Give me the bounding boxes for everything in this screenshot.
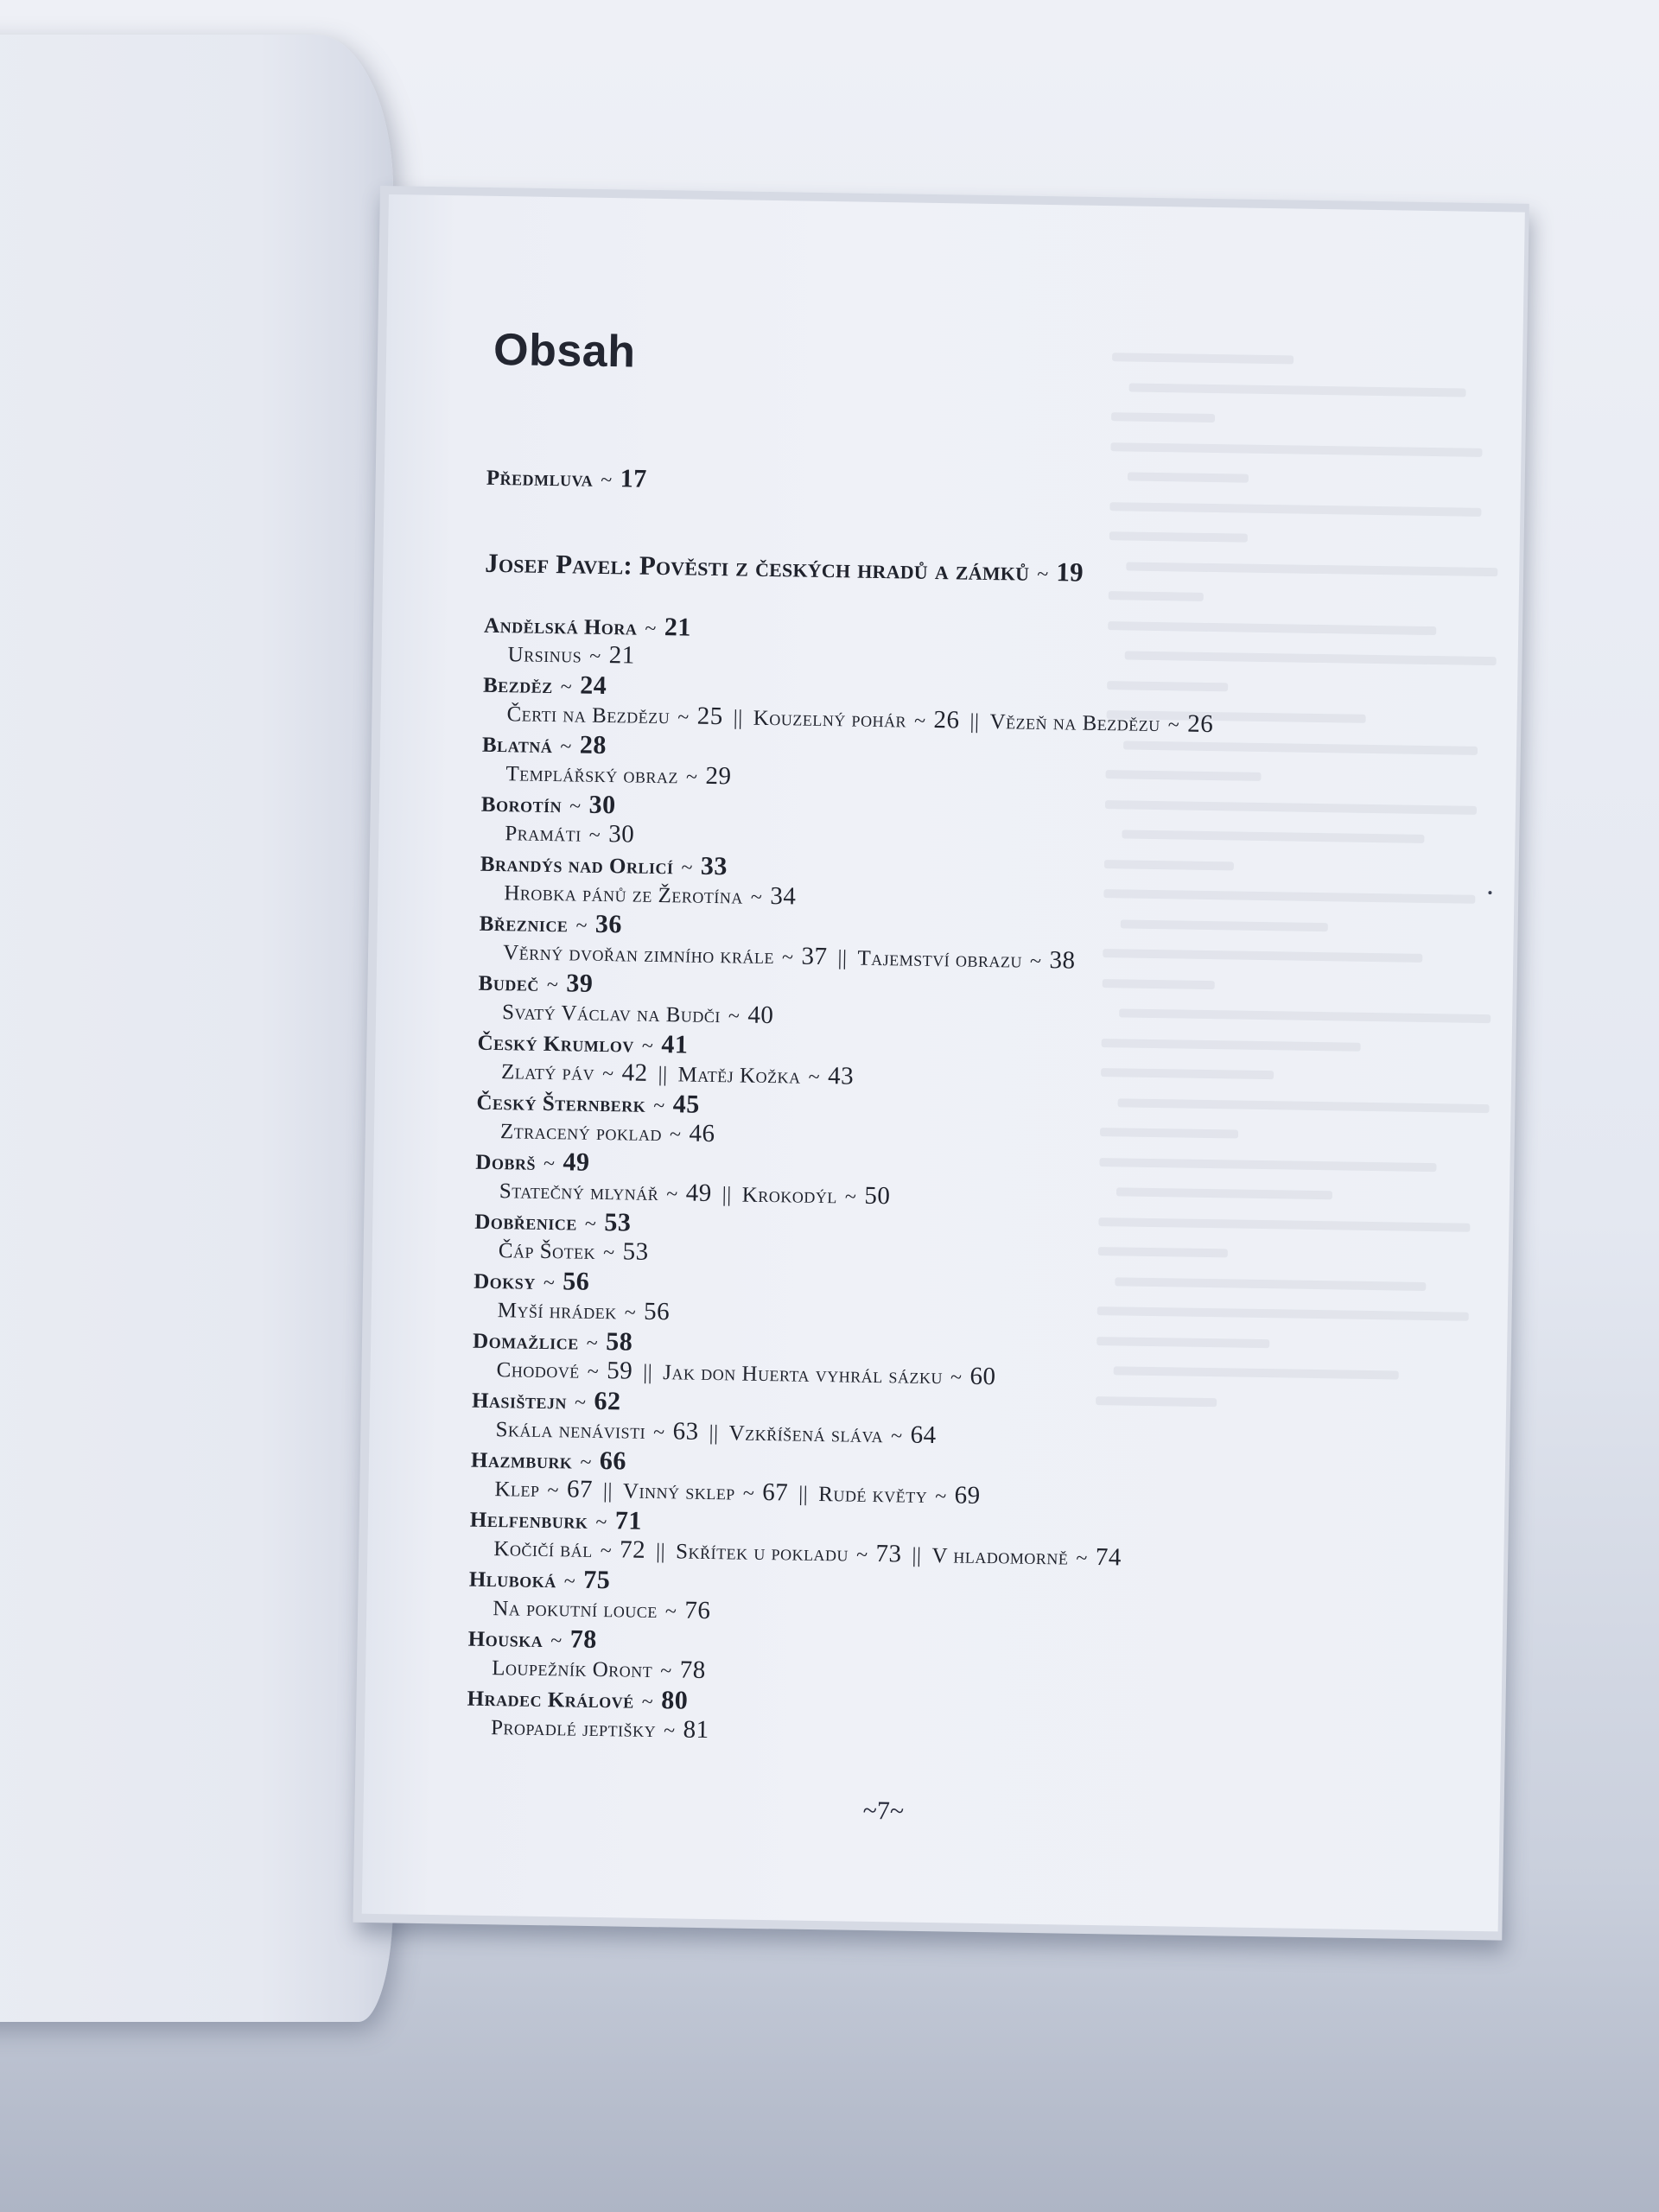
toc-legend-line xyxy=(502,999,774,1028)
tilde-separator: ~ xyxy=(844,1185,857,1209)
legend-title: Propadlé jeptišky xyxy=(490,1716,657,1743)
toc-section-heading xyxy=(481,791,616,818)
tilde-separator: ~ xyxy=(550,1630,563,1653)
toc-section-heading xyxy=(486,464,647,493)
section-page-number: 66 xyxy=(599,1446,627,1476)
legend-title: Ztracený poklad xyxy=(499,1120,663,1147)
legend-page-number: 34 xyxy=(770,882,797,911)
legend-page-number: 72 xyxy=(619,1535,646,1564)
tilde-separator: ~ xyxy=(600,1540,613,1563)
show-through-line xyxy=(1128,472,1249,482)
section-title: Brandýs nad Orlicí xyxy=(480,852,674,880)
tilde-separator: ~ xyxy=(677,706,690,729)
legend-page-number: 40 xyxy=(747,1001,774,1030)
toc-legend-line xyxy=(507,641,634,668)
toc-legend-line xyxy=(505,820,634,847)
tilde-separator: ~ xyxy=(602,1242,615,1265)
show-through-line xyxy=(1105,770,1261,781)
separator: || xyxy=(912,1543,922,1567)
show-through-line xyxy=(1098,1217,1470,1232)
legend-title: Myší hrádek xyxy=(497,1299,617,1325)
tilde-separator: ~ xyxy=(1029,950,1042,973)
show-through-line xyxy=(1116,1187,1332,1199)
show-through-line xyxy=(1103,889,1475,904)
section-page-number: 30 xyxy=(588,790,616,820)
tilde-separator: ~ xyxy=(560,735,573,759)
toc-section-heading xyxy=(472,1387,621,1415)
legend-page-number: 38 xyxy=(1049,946,1076,975)
show-through-line xyxy=(1125,651,1497,665)
legend-page-number: 26 xyxy=(1186,709,1214,739)
legend-title: Kočičí bál xyxy=(493,1537,593,1562)
tilde-separator: ~ xyxy=(681,856,694,880)
section-title: Český Krumlov xyxy=(477,1031,635,1058)
section-page-number: 28 xyxy=(579,730,607,760)
tilde-separator: ~ xyxy=(1036,563,1049,587)
legend-page-number: 76 xyxy=(684,1596,711,1625)
section-title: Dobřenice xyxy=(474,1210,578,1236)
section-page-number: 75 xyxy=(583,1565,611,1595)
tilde-separator: ~ xyxy=(1167,714,1180,737)
tilde-separator: ~ xyxy=(641,1690,654,1714)
legend-title: Čáp Šotek xyxy=(498,1239,596,1264)
tilde-separator: ~ xyxy=(543,1152,556,1176)
tilde-separator: ~ xyxy=(560,676,573,699)
right-page xyxy=(362,194,1525,1931)
show-through-line xyxy=(1123,741,1478,754)
tilde-separator: ~ xyxy=(546,973,559,997)
show-through-line xyxy=(1103,979,1215,989)
tilde-separator: ~ xyxy=(624,1301,637,1325)
legend-title: Čerti na Bezdězu xyxy=(506,702,671,729)
show-through-line xyxy=(1118,1098,1490,1113)
toc-legend-line xyxy=(492,1655,706,1683)
section-title: Březnice xyxy=(479,912,569,938)
toc-section-heading xyxy=(483,671,607,699)
separator: || xyxy=(655,1540,666,1564)
section-page-number: 17 xyxy=(620,464,648,493)
tilde-separator: ~ xyxy=(587,1360,600,1383)
section-title: Hazmburk xyxy=(470,1448,573,1474)
legend-page-number: 81 xyxy=(683,1715,709,1745)
separator: || xyxy=(721,1183,732,1207)
legend-page-number: 63 xyxy=(672,1417,699,1446)
tilde-separator: ~ xyxy=(563,1570,576,1593)
page-number: ~7~ xyxy=(862,1796,905,1826)
section-page-number: 41 xyxy=(661,1030,689,1059)
tilde-separator: ~ xyxy=(666,1183,678,1206)
tilde-separator: ~ xyxy=(685,766,698,789)
legend-title: Skřítek u pokladu xyxy=(675,1540,849,1567)
legend-title: Svatý Václav na Budči xyxy=(501,1001,721,1028)
legend-title: Zlatý páv xyxy=(500,1060,595,1085)
show-through-line xyxy=(1101,1068,1274,1079)
tilde-separator: ~ xyxy=(1076,1547,1089,1570)
section-title: Borotín xyxy=(480,792,563,818)
tilde-separator: ~ xyxy=(547,1479,560,1503)
tilde-separator: ~ xyxy=(664,1600,677,1624)
tilde-separator: ~ xyxy=(584,1212,597,1236)
section-title: Dobrš xyxy=(475,1150,537,1175)
show-through-line xyxy=(1107,681,1228,691)
tilde-separator: ~ xyxy=(934,1485,947,1509)
tilde-separator: ~ xyxy=(742,1482,755,1505)
show-through-line xyxy=(1102,1039,1361,1052)
tilde-separator: ~ xyxy=(660,1660,672,1683)
section-title: Houska xyxy=(467,1627,543,1653)
tilde-separator: ~ xyxy=(750,886,763,909)
show-through-line xyxy=(1104,860,1234,870)
section-page-number: 19 xyxy=(1056,556,1084,588)
toc-section-heading xyxy=(471,1446,626,1475)
legend-title: Vězeň na Bezdězu xyxy=(989,710,1160,737)
tilde-separator: ~ xyxy=(586,1332,599,1355)
show-through-line xyxy=(1126,562,1497,576)
show-through-line xyxy=(1119,1008,1491,1023)
show-through-line xyxy=(1096,1337,1269,1348)
tilde-separator: ~ xyxy=(601,1063,614,1086)
tilde-separator: ~ xyxy=(652,1421,665,1445)
legend-title: Vzkříšená sláva xyxy=(728,1421,884,1448)
section-title: Hasištejn xyxy=(471,1389,568,1414)
legend-page-number: 43 xyxy=(827,1062,855,1090)
legend-page-number: 25 xyxy=(696,702,724,731)
toc-legend-line xyxy=(493,1595,710,1624)
toc-section-heading xyxy=(477,1029,688,1058)
legend-title: Skála nenávisti xyxy=(495,1418,646,1444)
legend-title: Hrobka pánů ze Žerotína xyxy=(504,881,744,909)
toc-section-heading xyxy=(468,1625,597,1653)
tilde-separator: ~ xyxy=(601,468,613,493)
separator: || xyxy=(643,1360,653,1384)
toc-section-heading xyxy=(467,1685,688,1714)
left-page xyxy=(0,35,393,2022)
tilde-separator: ~ xyxy=(595,1510,608,1535)
legend-page-number: 60 xyxy=(969,1362,996,1391)
legend-title: Chodové xyxy=(496,1358,581,1383)
legend-page-number: 78 xyxy=(679,1656,707,1684)
show-through-line xyxy=(1114,1366,1399,1379)
section-title: Helfenburk xyxy=(469,1508,588,1534)
separator: || xyxy=(798,1482,809,1506)
section-title: Domažlice xyxy=(472,1329,579,1355)
page-title: Obsah xyxy=(493,324,636,378)
section-page-number: 78 xyxy=(569,1624,597,1654)
toc-section-heading xyxy=(480,910,623,938)
legend-title: Templářský obraz xyxy=(505,762,679,789)
legend-title: Vinný sklep xyxy=(622,1479,736,1505)
tilde-separator: ~ xyxy=(641,1034,654,1058)
show-through-line xyxy=(1099,1158,1436,1172)
tilde-separator: ~ xyxy=(669,1123,682,1147)
legend-title: Pramáti xyxy=(505,822,582,847)
tilde-separator: ~ xyxy=(645,617,658,640)
show-through-line xyxy=(1110,442,1482,457)
tilde-separator: ~ xyxy=(781,946,794,969)
legend-page-number: 30 xyxy=(608,820,635,849)
section-page-number: 36 xyxy=(594,909,623,939)
show-through-line xyxy=(1109,591,1204,601)
toc-legend-line xyxy=(504,880,796,909)
legend-page-number: 26 xyxy=(933,705,960,734)
show-through-line xyxy=(1109,502,1481,517)
toc-section-heading xyxy=(482,731,607,759)
section-page-number: 62 xyxy=(594,1386,621,1416)
toc-legend-line xyxy=(498,1297,671,1325)
legend-page-number: 49 xyxy=(685,1179,713,1208)
section-title: Doksy xyxy=(474,1269,537,1294)
toc-section-heading xyxy=(473,1327,633,1356)
legend-page-number: 67 xyxy=(762,1478,789,1507)
show-through-line xyxy=(1112,353,1294,364)
show-through-line xyxy=(1096,1396,1217,1407)
section-title: Blatná xyxy=(481,733,553,759)
section-page-number: 56 xyxy=(563,1267,590,1296)
show-through-line xyxy=(1100,1128,1238,1139)
tilde-separator: ~ xyxy=(574,1391,587,1414)
legend-title: Klep xyxy=(494,1478,540,1502)
tilde-separator: ~ xyxy=(808,1065,821,1089)
toc-section-heading xyxy=(478,969,593,997)
section-page-number: 58 xyxy=(605,1327,633,1357)
tilde-separator: ~ xyxy=(653,1094,665,1118)
section-page-number: 53 xyxy=(604,1208,632,1237)
tilde-separator: ~ xyxy=(950,1366,963,1389)
legend-title: Tajemství obrazu xyxy=(857,946,1023,973)
show-through-line xyxy=(1103,949,1422,963)
section-page-number: 71 xyxy=(614,1506,643,1535)
tilde-separator: ~ xyxy=(728,1005,741,1028)
tilde-separator: ~ xyxy=(855,1543,868,1567)
section-title: Andělská Hora xyxy=(483,613,638,640)
tilde-separator: ~ xyxy=(580,1451,593,1474)
show-through-line xyxy=(1129,383,1466,397)
toc-legend-line xyxy=(505,760,731,789)
section-title: Český Šternberk xyxy=(476,1090,646,1117)
section-page-number: 45 xyxy=(672,1090,700,1119)
section-page-number: 21 xyxy=(664,613,692,642)
toc-legend-line xyxy=(499,1237,649,1265)
tilde-separator: ~ xyxy=(569,795,582,818)
separator: || xyxy=(602,1479,613,1503)
show-through-line xyxy=(1098,1247,1228,1257)
show-through-line xyxy=(1109,531,1248,543)
toc-section-heading xyxy=(469,1566,611,1594)
show-through-line xyxy=(1115,1277,1426,1291)
tilde-separator: ~ xyxy=(913,709,926,733)
section-title: Budeč xyxy=(478,971,540,996)
tilde-separator: ~ xyxy=(543,1271,556,1295)
toc-section-heading xyxy=(474,1268,590,1295)
toc-section-heading xyxy=(484,612,691,641)
legend-page-number: 69 xyxy=(954,1481,981,1510)
tilde-separator: ~ xyxy=(588,823,601,847)
show-through-line xyxy=(1105,800,1477,815)
legend-page-number: 64 xyxy=(910,1421,937,1450)
tilde-separator: ~ xyxy=(890,1425,903,1448)
legend-page-number: 50 xyxy=(864,1181,891,1211)
legend-title: Na pokutní louce xyxy=(493,1597,658,1624)
legend-title: Věrný dvořan zimního krále xyxy=(503,941,775,969)
show-through-line xyxy=(1111,412,1215,423)
legend-title: Kouzelný pohár xyxy=(753,706,907,733)
toc-section-heading xyxy=(470,1506,642,1535)
show-through-line xyxy=(1121,919,1328,931)
toc-legend-line xyxy=(500,1118,715,1147)
tilde-separator: ~ xyxy=(663,1719,676,1743)
tilde-separator: ~ xyxy=(589,645,601,668)
toc-section-heading xyxy=(475,1148,590,1176)
legend-title: Krokodýl xyxy=(741,1183,838,1209)
legend-page-number: 73 xyxy=(875,1540,902,1568)
legend-page-number: 74 xyxy=(1095,1543,1122,1572)
legend-page-number: 42 xyxy=(621,1058,648,1087)
legend-title: Statečný mlynář xyxy=(499,1179,659,1206)
show-through-line xyxy=(1108,621,1436,635)
section-page-number: 80 xyxy=(661,1686,689,1715)
section-page-number: 49 xyxy=(563,1147,590,1177)
tilde-separator: ~ xyxy=(575,914,588,938)
toc-section-heading xyxy=(476,1089,700,1118)
part-title: Josef Pavel: Pověsti z českých hradů a zámků xyxy=(485,547,1030,587)
section-title: Bezděz xyxy=(482,673,553,699)
section-page-number: 39 xyxy=(566,969,594,998)
section-page-number: 33 xyxy=(700,851,728,881)
separator: || xyxy=(709,1421,719,1446)
show-through-line xyxy=(1097,1306,1469,1321)
legend-title: V hladomorně xyxy=(931,1544,1069,1570)
separator: || xyxy=(969,709,980,734)
legend-page-number: 46 xyxy=(689,1119,715,1148)
legend-page-number: 56 xyxy=(643,1297,671,1326)
legend-page-number: 37 xyxy=(801,942,828,971)
legend-page-number: 67 xyxy=(566,1475,594,1503)
show-through-line xyxy=(1122,830,1424,842)
legend-title: Rudé květy xyxy=(818,1482,928,1508)
separator: || xyxy=(658,1063,668,1087)
legend-title: Matěj Kožka xyxy=(677,1063,801,1089)
legend-page-number: 59 xyxy=(607,1357,633,1385)
separator: || xyxy=(837,946,848,970)
paper-speck xyxy=(1488,891,1491,894)
legend-title: Jak don Huerta vyhrál sázku xyxy=(663,1361,944,1389)
section-title: Předmluva xyxy=(486,466,594,492)
legend-title: Ursinus xyxy=(507,643,582,668)
legend-page-number: 21 xyxy=(608,641,635,670)
legend-page-number: 53 xyxy=(622,1237,649,1266)
legend-page-number: 29 xyxy=(705,761,732,791)
section-page-number: 24 xyxy=(580,671,607,701)
toc-section-heading xyxy=(480,850,728,880)
toc-legend-line xyxy=(491,1714,709,1743)
section-title: Hradec Králové xyxy=(467,1687,635,1713)
separator: || xyxy=(733,706,743,730)
legend-title: Loupežník Oront xyxy=(492,1656,653,1683)
section-title: Hluboká xyxy=(468,1567,556,1593)
toc-section-heading xyxy=(474,1208,632,1236)
